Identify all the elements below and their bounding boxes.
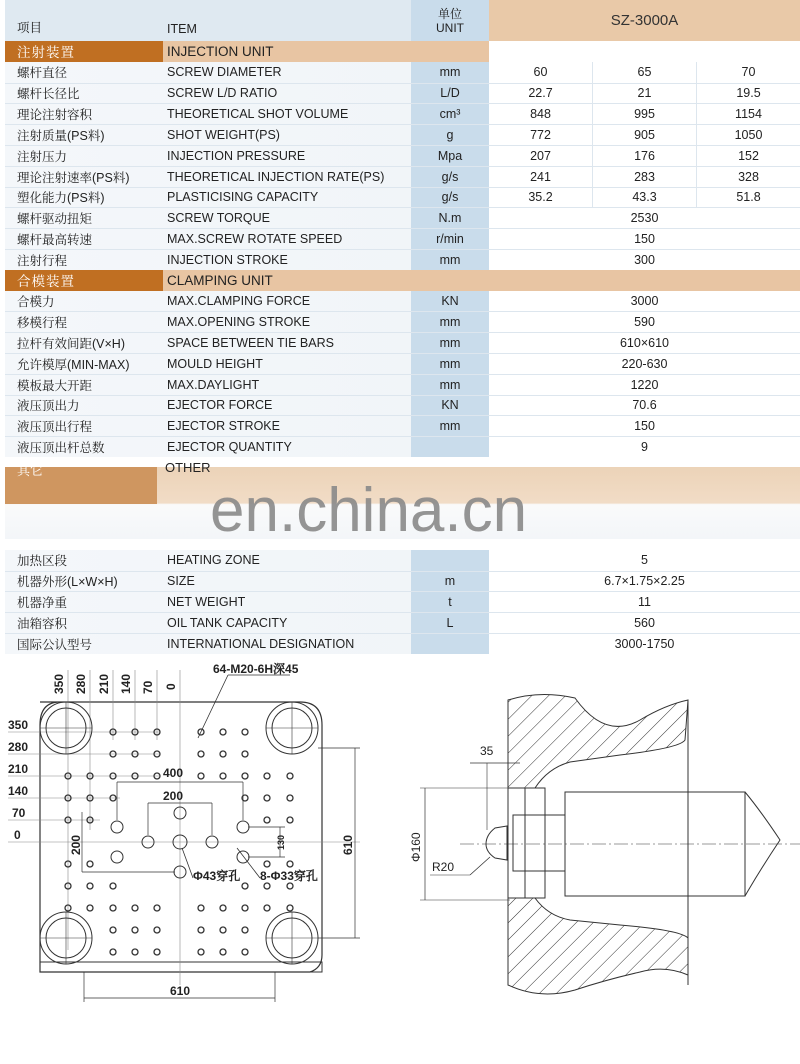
technical-drawings <box>0 650 800 1064</box>
section-title-cn: 合模装置 <box>5 270 163 291</box>
spec-label-en: SHOT WEIGHT(PS) <box>167 128 280 143</box>
spec-value: 35.2 <box>528 190 553 205</box>
spec-table <box>5 0 800 654</box>
spec-unit: mm <box>411 312 489 332</box>
spec-label-en: MOULD HEIGHT <box>167 356 263 371</box>
spec-values <box>489 208 800 228</box>
y-tick-350: 350 <box>8 718 29 732</box>
dim-r20: R20 <box>432 860 455 874</box>
spec-values <box>489 104 800 124</box>
spec-row <box>5 83 800 104</box>
spec-values <box>489 396 800 416</box>
spec-unit: KN <box>411 291 489 312</box>
spec-label-cn: 拉杆有效间距(V×H) <box>17 337 125 352</box>
spec-row <box>5 124 800 145</box>
spec-label-en: MAX.SCREW ROTATE SPEED <box>167 232 343 247</box>
spec-values <box>489 550 800 571</box>
x-tick-0: 0 <box>164 683 178 690</box>
header-unit <box>411 0 489 41</box>
header-item-cn: 项目 <box>17 21 43 35</box>
y-tick-140: 140 <box>8 784 29 798</box>
spec-values <box>489 613 800 633</box>
spec-values <box>489 84 800 104</box>
thread-callout: 64-M20-6H深45 <box>213 662 299 676</box>
spec-unit: t <box>411 592 489 612</box>
spec-values <box>489 592 800 612</box>
spec-value: 6.7×1.75×2.25 <box>604 574 685 589</box>
platen-drawing <box>8 670 360 1002</box>
table-header <box>5 0 800 41</box>
spec-values <box>489 146 800 166</box>
section-clamping <box>5 270 800 291</box>
x-tick-210: 210 <box>97 673 111 694</box>
spec-value: 848 <box>530 107 551 122</box>
spec-label-cn: 注射行程 <box>17 253 68 268</box>
spec-label-cn: 机器净重 <box>17 596 68 611</box>
header-item-en: ITEM <box>167 22 197 36</box>
watermark-text: en.china.cn <box>210 476 528 545</box>
spec-label-cn: 液压顶出杆总数 <box>17 441 105 456</box>
spec-label-cn: 螺杆驱动扭矩 <box>17 212 93 227</box>
spec-values <box>489 312 800 332</box>
spec-unit: mm <box>411 333 489 353</box>
spec-value: 2530 <box>630 211 659 226</box>
spec-value: 70 <box>696 62 800 83</box>
spec-label-cn: 国际公认型号 <box>17 637 93 652</box>
dim-610-vertical: 610 <box>341 834 355 855</box>
spec-row <box>5 571 800 592</box>
spec-row <box>5 228 800 249</box>
spec-value: 241 <box>530 169 551 184</box>
spec-row <box>5 311 800 332</box>
spec-label-cn: 理论注射速率(PS料) <box>17 170 130 185</box>
spec-unit: KN <box>411 396 489 416</box>
model-name: SZ-3000A <box>489 0 800 41</box>
spec-values <box>489 333 800 353</box>
spec-label-en: EJECTOR FORCE <box>167 398 273 413</box>
spec-row <box>5 291 800 312</box>
spec-value: 590 <box>634 315 655 330</box>
spec-label-cn: 螺杆直径 <box>17 66 68 81</box>
spec-value: 772 <box>530 128 551 143</box>
spec-label-en: THEORETICAL INJECTION RATE(PS) <box>167 169 385 184</box>
spec-label-en: SCREW DIAMETER <box>167 65 282 80</box>
x-tick-140: 140 <box>119 673 133 694</box>
spec-label-en: INTERNATIONAL DESIGNATION <box>167 636 355 651</box>
spec-label-cn: 液压顶出行程 <box>17 420 93 435</box>
spec-value: 1050 <box>696 125 800 145</box>
spec-unit: g/s <box>411 188 489 208</box>
spec-value: 11 <box>638 595 651 610</box>
ejector-holes-callout: 8-Φ33穿孔 <box>260 869 318 883</box>
spec-unit: g/s <box>411 167 489 187</box>
section-title-en: CLAMPING UNIT <box>163 270 489 291</box>
nozzle-labels <box>409 744 494 874</box>
spec-label-en: EJECTOR QUANTITY <box>167 440 292 455</box>
spec-value: 70.6 <box>632 398 657 413</box>
spec-row <box>5 415 800 436</box>
spec-label-en: SIZE <box>167 574 195 589</box>
spec-value: 43.3 <box>592 188 696 208</box>
dim-200-vertical: 200 <box>69 834 83 855</box>
spec-values <box>489 125 800 145</box>
dim-610-horizontal: 610 <box>170 984 191 998</box>
spec-row <box>5 145 800 166</box>
drawings-svg <box>0 650 800 1064</box>
spec-value: 150 <box>634 419 655 434</box>
spec-label-cn: 螺杆最高转速 <box>17 233 93 248</box>
spec-label-en: INJECTION STROKE <box>167 252 288 267</box>
spec-label-cn: 塑化能力(PS料) <box>17 191 105 206</box>
spec-label-cn: 移模行程 <box>17 316 68 331</box>
spec-label-cn: 注射压力 <box>17 149 68 164</box>
spec-unit: N.m <box>411 208 489 228</box>
spec-value: 152 <box>696 146 800 166</box>
y-tick-210: 210 <box>8 762 29 776</box>
spec-values <box>489 62 800 83</box>
spec-label-en: MAX.DAYLIGHT <box>167 377 260 392</box>
spec-label-en: SCREW TORQUE <box>167 211 271 226</box>
spec-value: 1220 <box>630 377 659 392</box>
spec-values <box>489 250 800 270</box>
spec-row <box>5 207 800 228</box>
section-other-label-cn: 其它 <box>17 463 44 478</box>
spec-unit <box>411 437 489 457</box>
spec-label-en: PLASTICISING CAPACITY <box>167 190 319 205</box>
spec-label-cn: 模板最大开距 <box>17 378 93 393</box>
spec-unit: g <box>411 125 489 145</box>
spec-values <box>489 229 800 249</box>
spec-value: 21 <box>592 84 696 104</box>
spec-value: 65 <box>592 62 696 83</box>
spec-value: 995 <box>592 104 696 124</box>
spec-label-en: OIL TANK CAPACITY <box>167 616 288 631</box>
spec-values <box>489 437 800 457</box>
spec-label-en: INJECTION PRESSURE <box>167 148 306 163</box>
dim-200-horizontal: 200 <box>163 789 184 803</box>
spec-values <box>489 354 800 374</box>
spec-row <box>5 332 800 353</box>
y-tick-70: 70 <box>12 806 26 820</box>
spec-label-en: HEATING ZONE <box>167 553 260 568</box>
spec-value: 176 <box>592 146 696 166</box>
spec-unit: m <box>411 572 489 592</box>
dim-phi160: Φ160 <box>409 832 423 862</box>
center-hole-callout: Φ43穿孔 <box>193 869 241 883</box>
spec-row <box>5 187 800 208</box>
spec-value: 905 <box>592 125 696 145</box>
spec-label-en: THEORETICAL SHOT VOLUME <box>167 107 349 122</box>
spec-value: 19.5 <box>696 84 800 104</box>
dim-130: 130 <box>276 834 286 850</box>
spec-values <box>489 416 800 436</box>
spec-value: 9 <box>641 440 648 455</box>
spec-label-cn: 螺杆长径比 <box>17 87 80 102</box>
section-injection <box>5 41 800 62</box>
spec-row <box>5 612 800 633</box>
spec-label-cn: 合模力 <box>17 294 55 309</box>
spec-label-en: MAX.CLAMPING FORCE <box>167 293 311 308</box>
spec-label-cn: 允许模厚(MIN-MAX) <box>17 357 130 372</box>
spec-values <box>489 188 800 208</box>
spec-value: 3000-1750 <box>614 636 675 651</box>
spec-unit: cm³ <box>411 104 489 124</box>
spec-unit: mm <box>411 354 489 374</box>
spec-label-cn: 理论注射容积 <box>17 108 93 123</box>
spec-values <box>489 375 800 395</box>
spec-value: 150 <box>634 232 655 247</box>
dim-400: 400 <box>163 766 184 780</box>
spec-row <box>5 103 800 124</box>
spec-value: 300 <box>634 252 655 267</box>
spec-row <box>5 166 800 187</box>
spec-label-en: SPACE BETWEEN TIE BARS <box>167 336 334 351</box>
spec-value: 610×610 <box>619 336 669 351</box>
spec-values <box>489 167 800 187</box>
spec-label-cn: 注射质量(PS料) <box>17 129 105 144</box>
spec-row <box>5 550 800 571</box>
spec-value: 5 <box>641 553 648 568</box>
spec-unit: mm <box>411 416 489 436</box>
spec-row <box>5 62 800 83</box>
spec-unit: mm <box>411 375 489 395</box>
header-unit-en: UNIT <box>436 20 464 35</box>
x-tick-280: 280 <box>74 673 88 694</box>
section-title-cn: 注射装置 <box>5 41 163 62</box>
spec-unit: Mpa <box>411 146 489 166</box>
spec-value: 1154 <box>696 104 800 124</box>
spec-value: 51.8 <box>696 188 800 208</box>
spec-row <box>5 591 800 612</box>
spec-unit <box>411 550 489 571</box>
section-title-en: INJECTION UNIT <box>163 41 489 62</box>
spec-row <box>5 395 800 416</box>
x-tick-350: 350 <box>52 673 66 694</box>
spec-row <box>5 249 800 270</box>
dim-35: 35 <box>480 744 494 758</box>
section-fill <box>489 41 800 62</box>
spec-row <box>5 374 800 395</box>
y-tick-280: 280 <box>8 740 29 754</box>
spec-label-cn: 液压顶出力 <box>17 399 80 414</box>
section-fill <box>489 270 800 291</box>
spec-row <box>5 436 800 457</box>
x-tick-70: 70 <box>141 680 155 694</box>
spec-unit: mm <box>411 62 489 83</box>
spec-value: 283 <box>592 167 696 187</box>
spec-value: 220-630 <box>621 356 668 371</box>
spec-unit: mm <box>411 250 489 270</box>
spec-value: 22.7 <box>528 86 553 101</box>
sections <box>5 41 800 654</box>
spec-values <box>489 291 800 312</box>
spec-unit: r/min <box>411 229 489 249</box>
nozzle-drawing <box>420 694 800 994</box>
spec-label-cn: 机器外形(L×W×H) <box>17 575 118 590</box>
header-unit-cn: 单位 <box>437 6 462 21</box>
spec-value: 207 <box>530 148 551 163</box>
spec-label-cn: 油箱容积 <box>17 617 68 632</box>
spec-label-en: SCREW L/D RATIO <box>167 86 278 101</box>
spec-row <box>5 353 800 374</box>
spec-value: 60 <box>533 65 548 80</box>
y-tick-0: 0 <box>14 828 21 842</box>
spec-label-en: NET WEIGHT <box>167 595 246 610</box>
spec-value: 560 <box>634 616 655 631</box>
spec-value: 3000 <box>630 293 659 308</box>
spec-label-en: EJECTOR STROKE <box>167 419 280 434</box>
section-other-label-en: OTHER <box>165 460 211 475</box>
spec-label-cn: 加热区段 <box>17 554 68 569</box>
spec-unit: L <box>411 613 489 633</box>
spec-value: 328 <box>696 167 800 187</box>
spec-values <box>489 572 800 592</box>
spec-unit: L/D <box>411 84 489 104</box>
spec-label-en: MAX.OPENING STROKE <box>167 315 311 330</box>
